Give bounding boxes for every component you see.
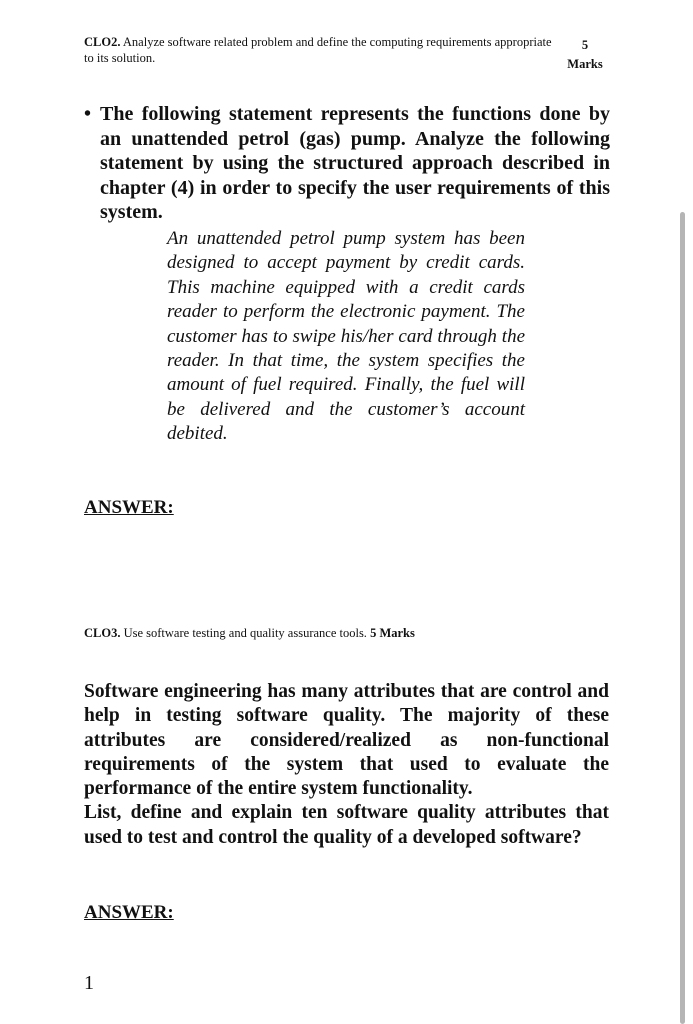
answer-heading-1: ANSWER:	[84, 497, 174, 518]
clo2-text: Analyze software related problem and define the computing requirements appropriate to its solution.	[84, 35, 552, 65]
question2	[84, 680, 609, 850]
clo2-heading	[84, 34, 554, 66]
question2-paragraph2: List, define and explain ten software quality attributes that used to test and control the quality of a developed software?	[84, 802, 609, 848]
clo3-label: CLO3.	[84, 626, 121, 640]
clo3-heading	[84, 625, 604, 641]
clo2-marks	[563, 37, 607, 72]
clo2-marks-value: 5	[581, 38, 589, 52]
scrollbar[interactable]	[680, 212, 685, 1024]
clo3-text: Use software testing and quality assurance tools.	[120, 626, 371, 640]
question1	[84, 102, 610, 225]
clo2-label: CLO2.	[84, 35, 121, 49]
answer-heading-2: ANSWER:	[84, 902, 174, 923]
page-number: 1	[84, 972, 94, 994]
question2-paragraph1: Software engineering has many attributes that are control and help in testing software quality. The majority of these attributes are considered/realized as non-functional requirements of the system that used to evaluate the performance of the entire system functionality.	[84, 681, 609, 800]
clo2-marks-label: Marks	[567, 57, 603, 71]
question1-text: The following statement represents the functions done by an unattended petrol (gas) pump. Analyze the following statement by using the structured approach described in chapter (4) in order to specify the user requirements of this system.	[100, 103, 610, 223]
scenario-statement: An unattended petrol pump system has been designed to accept payment by credit cards. This machine equipped with a credit cards reader to perform the electronic payment. The customer has to swipe his/her card through the reader. In that time, the system specifies the amount of fuel required. Finally, the fuel will be delivered and the customer’s account debited.	[167, 228, 525, 445]
clo3-marks: 5 Marks	[370, 626, 415, 640]
bullet-icon: •	[84, 103, 92, 125]
